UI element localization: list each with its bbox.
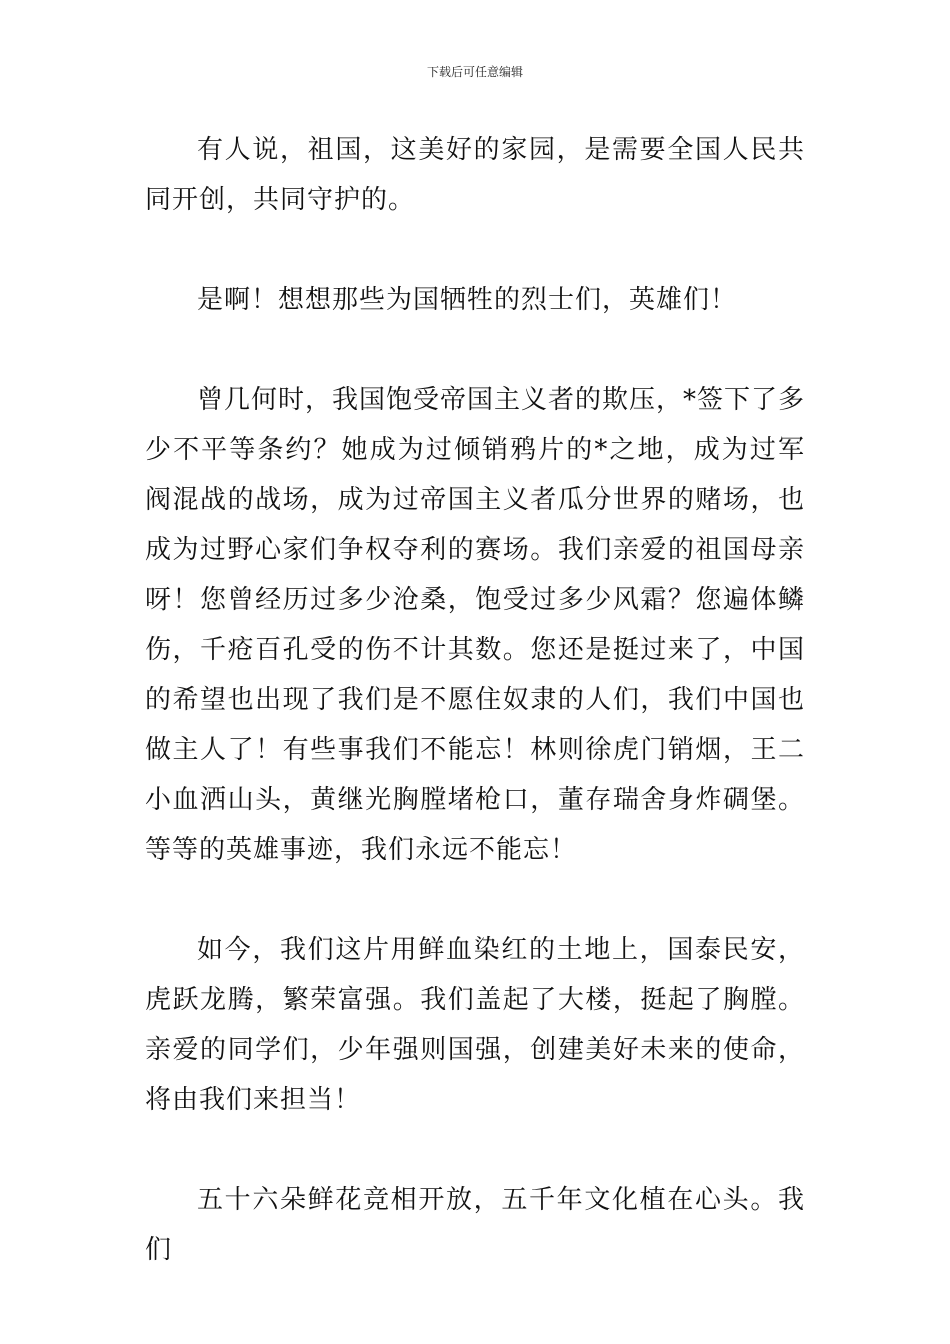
- paragraph-1: 有人说，祖国，这美好的家园，是需要全国人民共同开创，共同守护的。: [145, 135, 805, 215]
- paragraph-4: 如今，我们这片用鲜血染红的土地上，国泰民安，虎跃龙腾，繁荣富强。我们盖起了大楼，挺起了胸膛。亲爱的同学们，少年强则国强，创建美好未来的使命，将由我们来担当！: [145, 935, 805, 1115]
- paragraph-5: 五十六朵鲜花竞相开放，五千年文化植在心头。我们: [145, 1185, 805, 1265]
- paragraph-2: 是啊！想想那些为国牺牲的烈士们，英雄们！: [197, 285, 738, 315]
- page-header-note: 下载后可任意编辑: [426, 65, 523, 79]
- document-body: [145, 125, 805, 1325]
- paragraph-3: 曾几何时，我国饱受帝国主义者的欺压，*签下了多少不平等条约？她成为过倾销鸦片的*之地，成为过军阀混战的战场，成为过帝国主义者瓜分世界的赌场，也成为过野心家们争权夺利的赛场。我们亲爱的祖国母亲呀！您曾经历过多少沧桑，饱受过多少风霜？您遍体鳞伤，千疮百孔受的伤不计其数。您还是挺过来了，中国的希望也出现了我们是不愿住奴隶的人们，我们中国也做主人了！有些事我们不能忘！林则徐虎门销烟，王二小血洒山头，黄继光胸膛堵枪口，董存瑞舍身炸碉堡。等等的英雄事迹，我们永远不能忘！: [145, 385, 806, 865]
